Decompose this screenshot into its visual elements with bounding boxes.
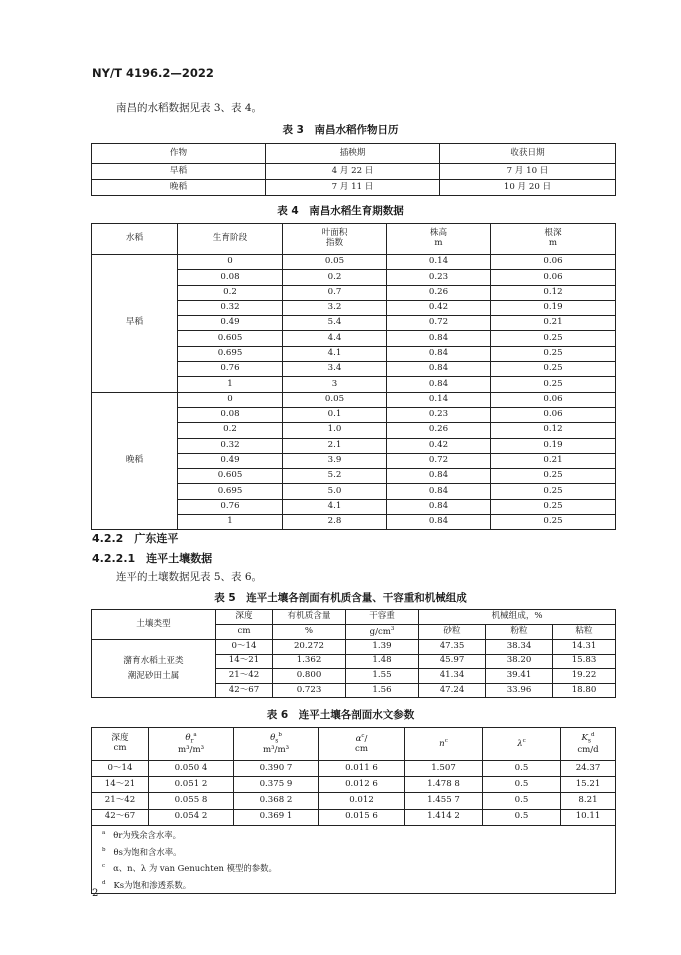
- table3-cell: 早稻: [92, 164, 266, 180]
- table3-cell: 7 月 10 日: [440, 164, 616, 180]
- table4-header: 水稻: [92, 224, 178, 255]
- table6-header-line: 深度: [111, 733, 129, 744]
- table3-cell: 7 月 11 日: [266, 180, 440, 196]
- table6-cell: 1.455 7: [405, 793, 483, 809]
- table4-cell: 0.2: [283, 270, 387, 285]
- table5-header: 砂粒: [419, 625, 486, 640]
- table3: [91, 143, 616, 196]
- table6-ks: K: [581, 733, 588, 744]
- table4-cell: 4.1: [283, 499, 387, 514]
- table6-header: [405, 728, 483, 761]
- table6-cell: 0.051 2: [149, 777, 234, 793]
- table4-cell: 0.14: [387, 255, 491, 270]
- table6-cell: 21～42: [92, 793, 149, 809]
- table4-cell: 0.72: [387, 453, 491, 468]
- table4-header-line: 株高: [429, 228, 448, 239]
- table4-cell: 4.1: [283, 346, 387, 361]
- table6-row: [92, 809, 616, 825]
- table6-cell: 8.21: [561, 793, 616, 809]
- table6-cell: 10.11: [561, 809, 616, 825]
- table4-cell: 2.1: [283, 438, 387, 453]
- table5-cell: 15.83: [553, 654, 616, 669]
- table6-alpha-sup: c: [361, 733, 365, 740]
- table4-cell: 1: [178, 515, 283, 530]
- table6-note-mark: c: [102, 863, 106, 870]
- table4-cell: 1.0: [283, 423, 387, 438]
- table3-cell: 10 月 20 日: [440, 180, 616, 196]
- table4-cell: 0.12: [491, 423, 616, 438]
- table5-cell: 45.97: [419, 654, 486, 669]
- table4-cell: 0.76: [178, 499, 283, 514]
- table4-cell: 0.06: [491, 407, 616, 422]
- table6-cell: 0.012: [319, 793, 405, 809]
- table3-cell: 4 月 22 日: [266, 164, 440, 180]
- table4-cell: 3.9: [283, 453, 387, 468]
- table4-cell: 0.05: [283, 392, 387, 407]
- table4-cell: 0.12: [491, 285, 616, 300]
- table4-cell: 0.84: [387, 484, 491, 499]
- table4-cell: 0.84: [387, 331, 491, 346]
- table6: [91, 727, 616, 894]
- table6-cell: 1.478 8: [405, 777, 483, 793]
- table5-header: 机械组成，%: [419, 610, 616, 625]
- table5: [91, 609, 616, 698]
- table6-note-text: θr为残余含水率。: [113, 829, 181, 840]
- table6-note-mark: a: [102, 829, 106, 836]
- table4-cell: 0.42: [387, 300, 491, 315]
- table5-cell: 42～67: [216, 683, 273, 698]
- table5-cell: 38.34: [486, 640, 553, 655]
- table5-cell: 1.55: [346, 669, 419, 684]
- table3-header: 收获日期: [440, 144, 616, 164]
- table6-note-mark: d: [102, 880, 106, 887]
- table5-soil-line: 潴育水稻土亚类: [123, 656, 184, 667]
- table4-cell: 0.42: [387, 438, 491, 453]
- table6-header-line: m³/m³: [177, 744, 205, 755]
- table4-cell: 0.26: [387, 285, 491, 300]
- table4-cell: 0.1: [283, 407, 387, 422]
- table5-header: [346, 625, 419, 640]
- page-number: 2: [92, 888, 99, 899]
- table6-header-line: cm: [113, 743, 127, 753]
- table5-header: 深度: [216, 610, 273, 625]
- table6-cell: 0.390 7: [234, 761, 319, 777]
- table4-cell: 0.08: [178, 270, 283, 285]
- table4-cell: 0.25: [491, 469, 616, 484]
- table4-cell: 0.21: [491, 453, 616, 468]
- table4-cell: 0.695: [178, 346, 283, 361]
- table6-cell: 0.055 8: [149, 793, 234, 809]
- table5-soil-type: [92, 640, 216, 698]
- table6-note-text: α、n、λ 为 van Genuchten 模型的参数。: [113, 863, 277, 874]
- table6-row: [92, 777, 616, 793]
- lianping-paragraph: 连平的土壤数据见表 5、表 6。: [116, 571, 263, 583]
- table4-cell: 0.7: [283, 285, 387, 300]
- table4-header: 生育阶段: [178, 224, 283, 255]
- table4-header: [387, 224, 491, 255]
- table4-cell: 5.2: [283, 469, 387, 484]
- table6-header: [234, 728, 319, 761]
- table5-header: 有机质含量: [273, 610, 346, 625]
- table5-cell: 1.362: [273, 654, 346, 669]
- table4-crop: 早稻: [92, 255, 178, 393]
- table6-caption: 表 6 连平土壤各剖面水文参数: [266, 709, 415, 721]
- table4-cell: 0.76: [178, 362, 283, 377]
- table6-cell: 0.375 9: [234, 777, 319, 793]
- table3-header: 作物: [92, 144, 266, 164]
- table3-cell: 晚稻: [92, 180, 266, 196]
- table4-cell: 0.25: [491, 499, 616, 514]
- table4-cell: 0.25: [491, 484, 616, 499]
- table4-header-line: 指数: [325, 238, 344, 248]
- table4-cell: 0.84: [387, 469, 491, 484]
- document-header: NY/T 4196.2—2022: [92, 66, 214, 80]
- table6-note: [102, 876, 615, 893]
- table5-cell: 39.41: [486, 669, 553, 684]
- table6-cell: 0.5: [483, 761, 561, 777]
- table5-cell: 47.35: [419, 640, 486, 655]
- table6-alpha-slash: /: [364, 734, 368, 745]
- table4-cell: 0.25: [491, 346, 616, 361]
- table4-cell: 4.4: [283, 331, 387, 346]
- table4-cell: 0.2: [178, 423, 283, 438]
- table6-cell: 0.015 6: [319, 809, 405, 825]
- table5-header: 干容重: [346, 610, 419, 625]
- table4-cell: 0.25: [491, 362, 616, 377]
- table6-cell: 1.507: [405, 761, 483, 777]
- table6-note-mark: b: [102, 846, 106, 853]
- table6-cell: 0.5: [483, 777, 561, 793]
- table4-cell: 3.2: [283, 300, 387, 315]
- table5-cell: 33.96: [486, 683, 553, 698]
- table5-cell: 1.48: [346, 654, 419, 669]
- table4-cell: 0.26: [387, 423, 491, 438]
- table4-cell: 0.32: [178, 300, 283, 315]
- table4-cell: 0.72: [387, 316, 491, 331]
- table4-header: [283, 224, 387, 255]
- table4-cell: 0.25: [491, 515, 616, 530]
- table4-cell: 0.19: [491, 438, 616, 453]
- table5-bd-unit: g/cm: [369, 626, 391, 637]
- table6-cell: 0.011 6: [319, 761, 405, 777]
- table6-cell: 0.054 2: [149, 809, 234, 825]
- table4-row: [92, 255, 616, 270]
- table4-cell: 0: [178, 255, 283, 270]
- table6-ks-sup: d: [590, 732, 595, 739]
- table6-notes: [92, 825, 616, 893]
- table4-cell: 0.08: [178, 407, 283, 422]
- table5-header: 粉粒: [486, 625, 553, 640]
- table6-theta-r-sub: r: [190, 737, 194, 745]
- table6-cell: 24.37: [561, 761, 616, 777]
- table5-bd-sup: 3: [390, 626, 395, 633]
- table6-lambda: λ: [517, 738, 523, 749]
- table5-cell: 19.22: [553, 669, 616, 684]
- table4-cell: 0.21: [491, 316, 616, 331]
- table6-note: [102, 843, 615, 860]
- table5-cell: 1.39: [346, 640, 419, 655]
- table4-cell: 3.4: [283, 362, 387, 377]
- table6-cell: 0.012 6: [319, 777, 405, 793]
- table6-theta-r: θ: [185, 733, 191, 744]
- table6-cell: 15.21: [561, 777, 616, 793]
- table5-header: cm: [216, 625, 273, 640]
- table4-cell: 0.23: [387, 270, 491, 285]
- table5-cell: 0.723: [273, 683, 346, 698]
- table6-note: [102, 826, 615, 843]
- table6-note-text: θs为饱和含水率。: [113, 846, 182, 857]
- table4-cell: 0.605: [178, 469, 283, 484]
- table6-ks-sub: s: [587, 737, 591, 745]
- table4-cell: 0.05: [283, 255, 387, 270]
- table6-cell: 0.050 4: [149, 761, 234, 777]
- table6-header-line: m³/m³: [262, 744, 290, 755]
- table5-cell: 14～21: [216, 654, 273, 669]
- table6-note-text: Ks为饱和渗透系数。: [113, 879, 192, 890]
- table6-lambda-sup: c: [522, 738, 526, 745]
- table6-alpha: α: [355, 734, 362, 745]
- table5-cell: 21～42: [216, 669, 273, 684]
- table5-cell: 1.56: [346, 683, 419, 698]
- table6-n-sup: c: [444, 738, 448, 745]
- table4-cell: 0.84: [387, 362, 491, 377]
- table5-cell: 38.20: [486, 654, 553, 669]
- table4-cell: 0.49: [178, 453, 283, 468]
- table6-header: [149, 728, 234, 761]
- table4-header: [491, 224, 616, 255]
- table6-cell: 1.414 2: [405, 809, 483, 825]
- table4-cell: 0.605: [178, 331, 283, 346]
- table6-theta-s-sub: s: [275, 737, 279, 745]
- table6-cell: 0～14: [92, 761, 149, 777]
- table4-cell: 0.84: [387, 346, 491, 361]
- table4-header-line: 叶面积: [321, 228, 348, 239]
- table5-cell: 18.80: [553, 683, 616, 698]
- table6-header-line: cm/d: [577, 744, 599, 755]
- table5-cell: 0.800: [273, 669, 346, 684]
- table4: [91, 223, 616, 530]
- table5-header: %: [273, 625, 346, 640]
- table4-cell: 0.2: [178, 285, 283, 300]
- table4-crop: 晚稻: [92, 392, 178, 530]
- table6-header: [319, 728, 405, 761]
- table5-cell: 14.31: [553, 640, 616, 655]
- table5-cell: 47.24: [419, 683, 486, 698]
- table3-caption: 表 3 南昌水稻作物日历: [282, 124, 399, 136]
- table6-cell: 42～67: [92, 809, 149, 825]
- table6-cell: 0.5: [483, 793, 561, 809]
- table4-cell: 0.25: [491, 377, 616, 392]
- table4-cell: 0: [178, 392, 283, 407]
- table6-row: [92, 793, 616, 809]
- table5-cell: 0～14: [216, 640, 273, 655]
- table5-cell: 41.34: [419, 669, 486, 684]
- table5-caption: 表 5 连平土壤各剖面有机质含量、干容重和机械组成: [214, 592, 467, 604]
- table5-soil-line: 潮泥砂田土属: [127, 670, 180, 681]
- table5-header: 土壤类型: [92, 610, 216, 640]
- table5-cell: 20.272: [273, 640, 346, 655]
- table6-theta-r-sup: a: [193, 732, 197, 739]
- table4-cell: 0.84: [387, 499, 491, 514]
- section-4-2-2-1: 4.2.2.1 连平土壤数据: [92, 552, 213, 565]
- intro-paragraph: 南昌的水稻数据见表 3、表 4。: [116, 102, 263, 114]
- table4-cell: 0.84: [387, 377, 491, 392]
- table6-row: [92, 761, 616, 777]
- table4-caption: 表 4 南昌水稻生育期数据: [277, 205, 404, 217]
- table6-theta-s: θ: [270, 733, 276, 744]
- table6-cell: 0.369 1: [234, 809, 319, 825]
- table6-header-line: cm: [355, 743, 368, 754]
- table4-cell: 0.25: [491, 331, 616, 346]
- table4-cell: 0.84: [387, 515, 491, 530]
- table3-header: 插秧期: [266, 144, 440, 164]
- table4-row: [92, 392, 616, 407]
- table6-n: n: [439, 738, 445, 749]
- table6-cell: 14～21: [92, 777, 149, 793]
- table4-cell: 3: [283, 377, 387, 392]
- table4-cell: 0.23: [387, 407, 491, 422]
- table6-cell: 0.368 2: [234, 793, 319, 809]
- table4-cell: 0.06: [491, 270, 616, 285]
- section-4-2-2: 4.2.2 广东连平: [92, 532, 179, 545]
- table4-cell: 5.0: [283, 484, 387, 499]
- table6-theta-s-sup: b: [278, 732, 282, 739]
- table4-cell: 0.06: [491, 255, 616, 270]
- table4-cell: 1: [178, 377, 283, 392]
- table4-cell: 0.06: [491, 392, 616, 407]
- table4-cell: 0.19: [491, 300, 616, 315]
- table6-cell: 0.5: [483, 809, 561, 825]
- table6-note: [102, 859, 615, 876]
- table4-cell: 0.695: [178, 484, 283, 499]
- table4-cell: 0.14: [387, 392, 491, 407]
- table4-header-line: m: [548, 238, 558, 248]
- table4-cell: 0.49: [178, 316, 283, 331]
- table4-cell: 0.32: [178, 438, 283, 453]
- table5-header: 粘粒: [553, 625, 616, 640]
- table4-header-line: 根深: [544, 228, 562, 239]
- table4-header-line: m: [434, 238, 443, 248]
- table6-header: [561, 728, 616, 761]
- table6-header: [92, 728, 149, 761]
- table4-cell: 5.4: [283, 316, 387, 331]
- table4-cell: 2.8: [283, 515, 387, 530]
- table6-header: [483, 728, 561, 761]
